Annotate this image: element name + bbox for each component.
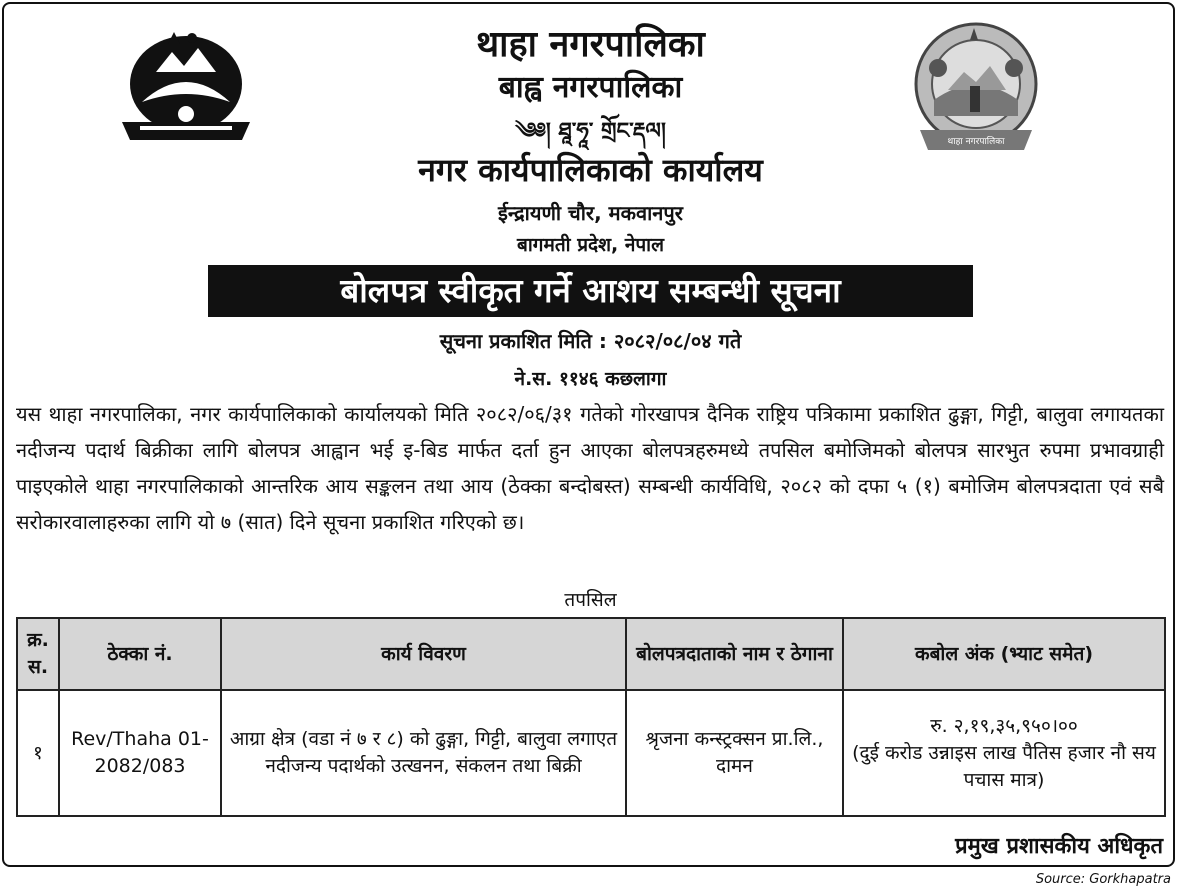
cell-description: आग्रा क्षेत्र (वडा नं ७ र ८) को ढुङ्गा, गिट्टी, बालुवा लगाएत नदीजन्य पदार्थको उत्खनन, संकलन तथा बिक्री: [221, 690, 626, 816]
cell-contract-no: Rev/Thaha 01-2082/083: [59, 690, 221, 816]
notice-body: यस थाहा नगरपालिका, नगर कार्यपालिकाको कार्यालयको मिति २०८२/०६/३१ गतेको गोरखापत्र दैनिक राष्ट्रिय पत्रिकामा प्रकाशित ढुङ्गा, गिट्टी, बालुवा लगायतका नदीजन्य पदार्थ बिक्रीका लागि बोलपत्र आह्वान भई इ-बिड मार्फत दर्ता हुन आएका बोलपत्रहरुमध्ये तपसिल बमोजिमको बोलपत्र सारभुत रुपमा प्रभावग्राही पाइएकोले थाहा नगरपालिकाको आन्तरिक आय सङ्कलन तथा आय (ठेक्का बन्दोबस्त) सम्बन्धी कार्यविधि, २०८२ को दफा ५ (१) बमोजिम बोलपत्रदाता एवं सबै सरोकारवालाहरुका लागि यो ७ (सात) दिने सूचना प्रकाशित गरिएको छ।: [16, 402, 1164, 534]
cell-amount: [843, 690, 1165, 816]
table-header-row: [17, 618, 1165, 690]
logo-ribbon-text: थाहा नगरपालिका: [947, 137, 1005, 147]
cell-bidder: श्रृजना कन्स्ट्रक्सन प्रा.लि., दामन: [626, 690, 843, 816]
address-line-1: ईन्द्रायणी चौर, मकवानपुर: [498, 201, 683, 225]
header-serial: क्र. स.: [17, 618, 59, 690]
header-bidder: बोलपत्रदाताको नाम र ठेगाना: [626, 618, 843, 690]
header-amount: कबोल अंक (भ्याट समेत): [843, 618, 1165, 690]
amount-figure: रु. २,१९,३५,९५०।००: [930, 714, 1078, 737]
table-row: [17, 690, 1165, 816]
municipality-name-tibetan: ༄༅། ཐཱ་ཧཱ་ གྲོང་རྡལ།: [515, 119, 666, 144]
municipality-name-newari: बाह्व नगरपालिका: [498, 70, 683, 105]
municipality-name: थाहा नगरपालिका: [476, 24, 705, 65]
schedule-title: तपसिल: [564, 589, 617, 611]
cell-serial: १: [17, 690, 59, 816]
source-credit: Source: Gorkhapatra: [1035, 872, 1171, 887]
amount-words: (दुई करोड उन्नाइस लाख पैतिस हजार नौ सय पचास मात्र): [852, 741, 1156, 791]
published-date: सूचना प्रकाशित मिति : २०८२/०८/०४ गते: [439, 329, 742, 353]
notice-heading: बोलपत्र स्वीकृत गर्ने आशय सम्बन्धी सूचना: [208, 265, 973, 317]
nepal-sambat-date: ने.स. ११४६ कछलागा: [514, 368, 667, 390]
schedule-table: [16, 617, 1166, 817]
office-name: नगर कार्यपालिकाको कार्यालय: [418, 151, 763, 189]
header-description: कार्य विवरण: [221, 618, 626, 690]
address-line-2: बागमती प्रदेश, नेपाल: [517, 234, 664, 256]
header-contract-no: ठेक्का नं.: [59, 618, 221, 690]
signatory: प्रमुख प्रशासकीय अधिकृत: [955, 834, 1163, 859]
